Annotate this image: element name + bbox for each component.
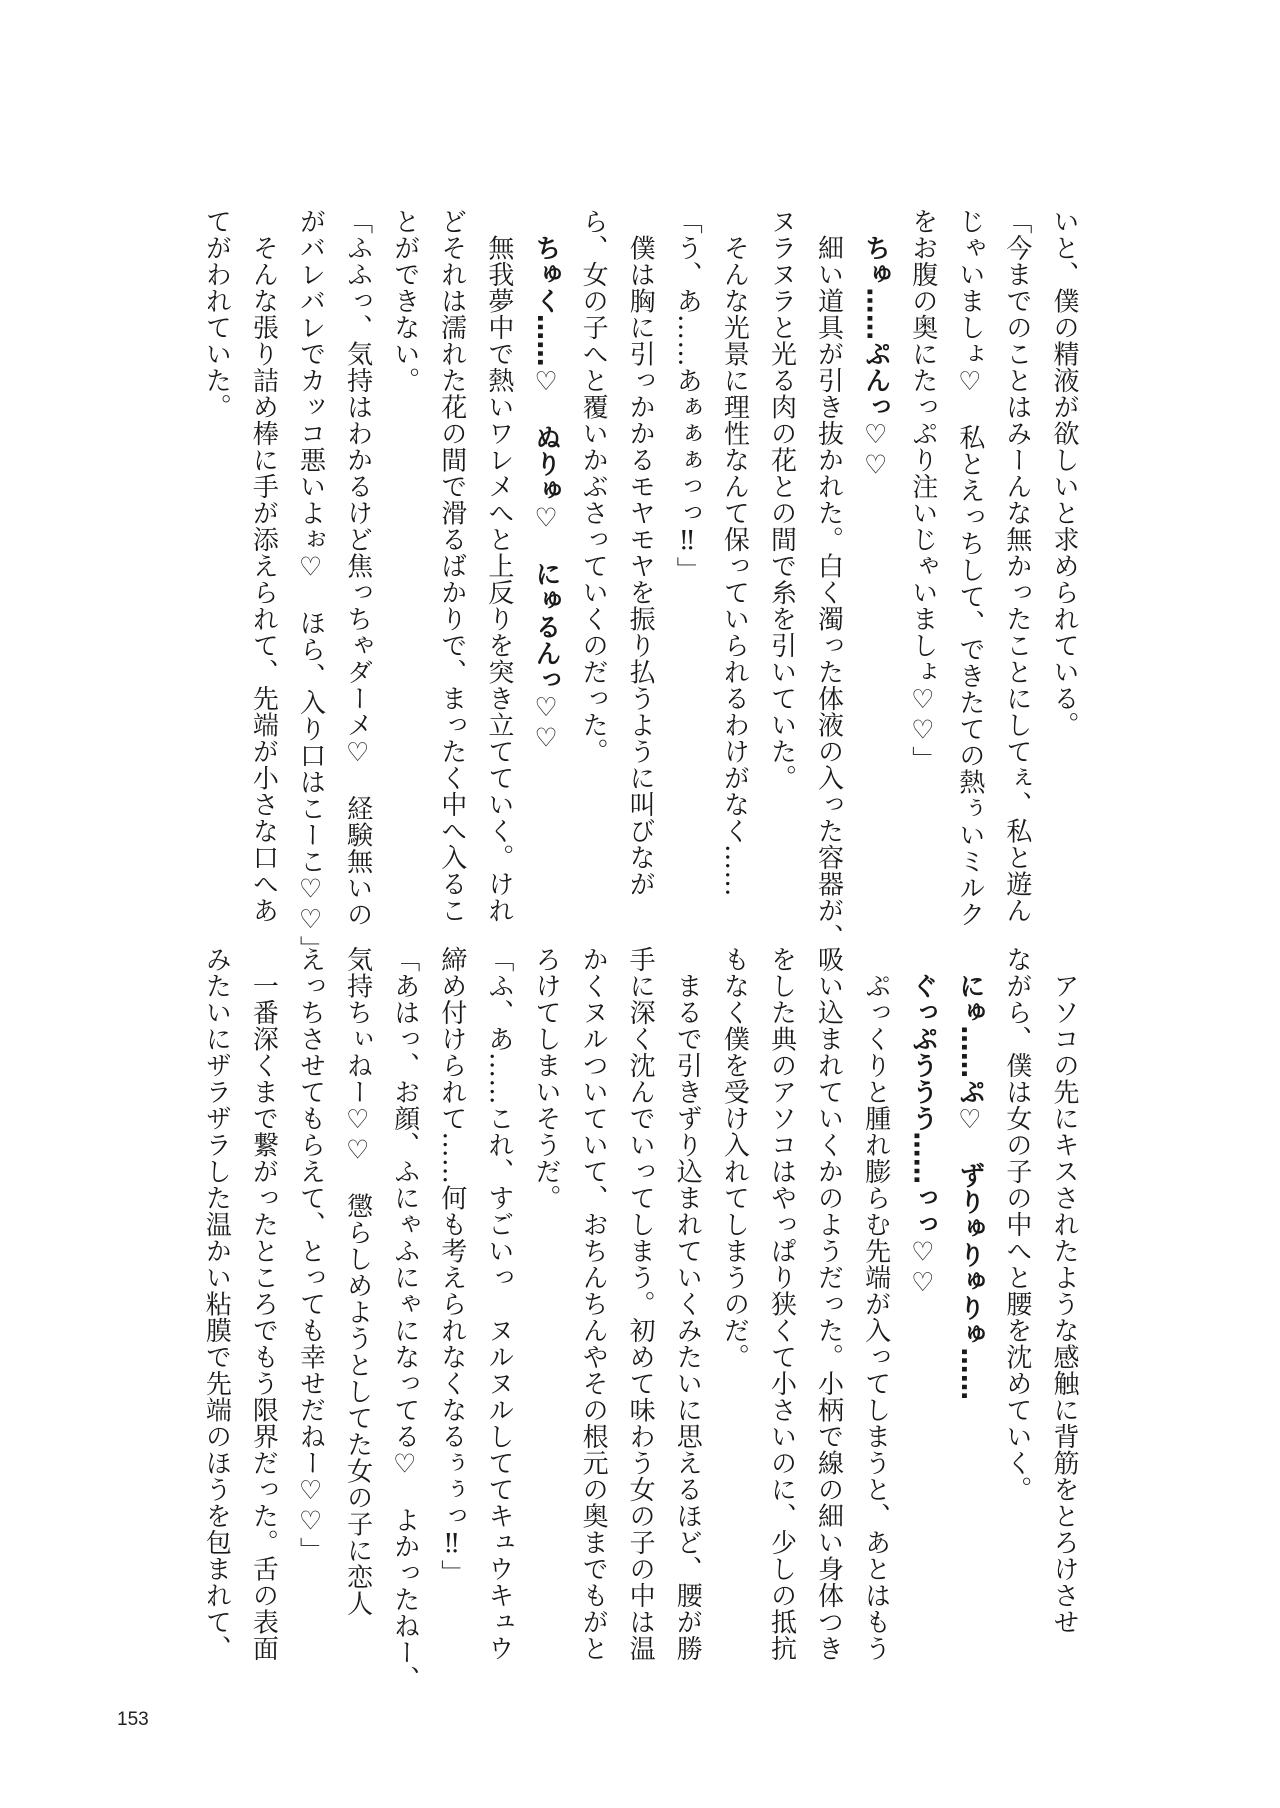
text-line: をした典のアソコはやっぱり狭くて小さいのに、少しの抵抗 xyxy=(766,946,797,1662)
text-line: 「う、あ……あぁぁぁっっ‼」 xyxy=(672,208,703,583)
text-line: 細い道具が引き抜かれた。白く濁った体液の入った容器が、 xyxy=(813,208,844,950)
onomatopoeia-line: ちゅく……♡ ぬりゅ♡ にゅるんっ♡♡ xyxy=(530,208,561,754)
upper-text-block xyxy=(192,208,1087,962)
text-line: そんな光景に理性なんて保っていられるわけがなく…… xyxy=(719,208,750,897)
text-line: 僕は胸に引っかかるモヤモヤを振り払うように叫びなが xyxy=(625,208,656,897)
text-line: かくヌルついていて、おちんちんやその根元の奥までもがと xyxy=(578,946,609,1662)
text-line: 「あはっ、お顔、ふにゃふにゃになってる♡ よかったねー、 xyxy=(389,946,420,1692)
text-line: ら、女の子へと覆いかぶさっていくのだった。 xyxy=(578,208,609,765)
text-line: アソコの先にキスされたような感触に背筋をとろけさせ xyxy=(1049,946,1079,1635)
lower-text-block xyxy=(192,946,1087,1692)
text-line: 吸い込まれていくかのようだった。小柄で線の細い身体つき xyxy=(813,946,844,1662)
text-line: 気持ちぃねー♡♡ 懲らしめようとしてた女の子に恋人 xyxy=(342,946,373,1617)
text-line: どそれは濡れた花の間で滑るばかりで、まったく中へ入るこ xyxy=(436,208,467,924)
text-line: ろけてしまいそうだ。 xyxy=(530,946,561,1211)
text-line: ぷっくりと腫れ膨らむ先端が入ってしまうと、あとはもう xyxy=(860,946,891,1662)
onomatopoeia-line: ちゅ……ぷんっ♡♡ xyxy=(860,208,891,481)
text-line: いと、僕の精液が欲しいと求められている。 xyxy=(1049,208,1079,738)
onomatopoeia-line: ぐっぷううう……っっ♡♡ xyxy=(907,946,938,1299)
text-line: ヌラヌラと光る肉の花との間で糸を引いていた。 xyxy=(766,208,797,791)
onomatopoeia-line: にゅ……ぷ♡ ずりゅりゅりゅ…… xyxy=(954,946,985,1401)
text-line: えっちさせてもらえて、とっても幸せだねー♡♡」 xyxy=(295,946,326,1564)
text-line: がバレバレでカッコ悪いよぉ♡ ほら、入り口はこーこ♡♡」 xyxy=(295,208,326,962)
text-line: みたいにザラザラした温かい粘膜で先端のほうを包まれて、 xyxy=(201,946,232,1662)
text-line: ながら、僕は女の子の中へと腰を沈めていく。 xyxy=(1001,946,1032,1503)
text-line: 無我夢中で熱いワレメへと上反りを突き立てていく。けれ xyxy=(483,208,514,924)
page-number: 153 xyxy=(117,1709,149,1730)
text-line: 一番深くまで繋がったところでもう限界だった。舌の表面 xyxy=(248,946,279,1662)
text-line: てがわれていた。 xyxy=(201,208,232,420)
text-line: もなく僕を受け入れてしまうのだ。 xyxy=(719,946,750,1370)
text-line: とができない。 xyxy=(389,208,420,394)
text-line: をお腹の奥にたっぷり注いじゃいましょ♡♡」 xyxy=(907,208,938,773)
text-line: 「ふ、あ……これ、すごいっ ヌルヌルしててキュウキュウ xyxy=(483,946,514,1662)
text-line: そんな張り詰め棒に手が添えられて、先端が小さな口へあ xyxy=(248,208,279,924)
text-line: まるで引きずり込まれていくみたいに思えるほど、腰が勝 xyxy=(672,946,703,1662)
text-line: 「今までのことはみーんな無かったことにしてぇ、私と遊ん xyxy=(1001,208,1032,924)
text-line: 締め付けられて……何も考えられなくなるぅぅっ‼」 xyxy=(436,946,467,1586)
text-line: 「ふふっ、気持はわかるけど焦っちゃダーメ♡ 経験無いの xyxy=(342,208,373,928)
text-line: 手に深く沈んでいってしまう。初めて味わう女の子の中は温 xyxy=(625,946,656,1662)
text-line: じゃいましょ♡ 私とえっちして、できたての熱ぅいミルク xyxy=(954,208,985,928)
